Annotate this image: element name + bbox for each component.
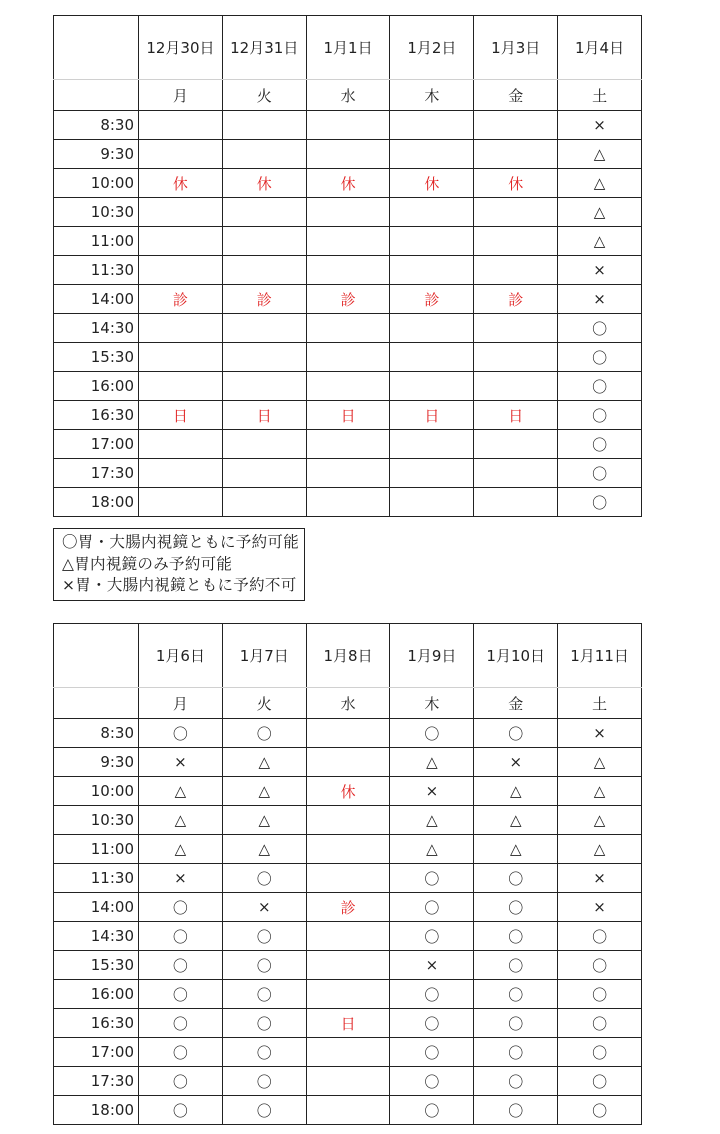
slot-cell: 〇 — [474, 864, 558, 893]
time-slot-row — [54, 227, 642, 256]
slot-cell: 〇 — [390, 922, 474, 951]
slot-cell — [139, 140, 223, 169]
time-slot-row — [54, 864, 642, 893]
slot-cell — [306, 835, 390, 864]
time-slot-row — [54, 1096, 642, 1125]
slot-cell: △ — [222, 835, 306, 864]
slot-cell — [306, 459, 390, 488]
time-label: 15:30 — [54, 951, 139, 980]
slot-cell: 診 — [390, 285, 474, 314]
slot-cell: △ — [558, 835, 642, 864]
time-slot-row — [54, 1067, 642, 1096]
slot-cell: × — [558, 256, 642, 285]
slot-cell: 〇 — [139, 1067, 223, 1096]
corner-cell — [54, 624, 139, 688]
slot-cell — [139, 227, 223, 256]
slot-cell: △ — [139, 835, 223, 864]
time-slot-row — [54, 806, 642, 835]
slot-cell — [306, 980, 390, 1009]
weekday-header: 火 — [222, 688, 306, 719]
weekday-header: 水 — [306, 688, 390, 719]
slot-cell: △ — [558, 227, 642, 256]
slot-cell — [390, 111, 474, 140]
date-header: 1月10日 — [474, 624, 558, 688]
slot-cell: 日 — [222, 401, 306, 430]
slot-cell — [474, 227, 558, 256]
slot-cell — [390, 488, 474, 517]
corner-cell — [54, 80, 139, 111]
slot-cell: 休 — [306, 169, 390, 198]
schedule-table-week1 — [53, 15, 642, 517]
slot-cell: 〇 — [222, 922, 306, 951]
time-label: 17:30 — [54, 1067, 139, 1096]
slot-cell: 〇 — [558, 1096, 642, 1125]
slot-cell: △ — [474, 806, 558, 835]
slot-cell: 〇 — [139, 1096, 223, 1125]
slot-cell: 〇 — [558, 401, 642, 430]
date-header: 1月11日 — [558, 624, 642, 688]
schedule-body — [54, 624, 642, 1125]
weekday-header: 月 — [139, 688, 223, 719]
time-slot-row — [54, 111, 642, 140]
slot-cell: 〇 — [390, 864, 474, 893]
slot-cell — [390, 430, 474, 459]
date-header: 1月1日 — [306, 16, 390, 80]
slot-cell: 〇 — [222, 719, 306, 748]
slot-cell: 〇 — [222, 1096, 306, 1125]
date-header: 1月8日 — [306, 624, 390, 688]
time-label: 9:30 — [54, 140, 139, 169]
slot-cell — [390, 459, 474, 488]
slot-cell: 〇 — [139, 922, 223, 951]
slot-cell: △ — [474, 835, 558, 864]
slot-cell: 〇 — [558, 430, 642, 459]
slot-cell: × — [558, 111, 642, 140]
time-label: 11:30 — [54, 864, 139, 893]
slot-cell: 〇 — [558, 980, 642, 1009]
weekday-header: 木 — [390, 688, 474, 719]
slot-cell — [222, 372, 306, 401]
slot-cell — [139, 256, 223, 285]
slot-cell: × — [474, 748, 558, 777]
slot-cell: 〇 — [558, 1067, 642, 1096]
slot-cell: 〇 — [139, 951, 223, 980]
slot-cell — [390, 227, 474, 256]
weekday-header: 土 — [558, 688, 642, 719]
slot-cell — [222, 227, 306, 256]
weekday-header: 水 — [306, 80, 390, 111]
slot-cell — [139, 111, 223, 140]
time-slot-row — [54, 488, 642, 517]
slot-cell: 日 — [306, 1009, 390, 1038]
time-slot-row — [54, 835, 642, 864]
slot-cell: 〇 — [558, 922, 642, 951]
time-label: 11:30 — [54, 256, 139, 285]
slot-cell: 〇 — [558, 459, 642, 488]
slot-cell: △ — [558, 198, 642, 227]
slot-cell — [139, 372, 223, 401]
legend-item-unavailable: ×胃・大腸内視鏡ともに予約不可 — [62, 576, 297, 594]
slot-cell — [306, 256, 390, 285]
slot-cell: 日 — [306, 401, 390, 430]
date-header-row — [54, 16, 642, 80]
slot-cell: 〇 — [222, 1009, 306, 1038]
slot-cell: △ — [390, 835, 474, 864]
time-label: 11:00 — [54, 227, 139, 256]
time-label: 14:00 — [54, 285, 139, 314]
slot-cell — [474, 256, 558, 285]
slot-cell — [474, 430, 558, 459]
slot-cell — [222, 430, 306, 459]
slot-cell: 〇 — [139, 719, 223, 748]
slot-cell: 日 — [390, 401, 474, 430]
slot-cell — [306, 140, 390, 169]
corner-cell — [54, 16, 139, 80]
slot-cell: 休 — [474, 169, 558, 198]
slot-cell — [306, 748, 390, 777]
slot-cell: 〇 — [390, 893, 474, 922]
time-slot-row — [54, 372, 642, 401]
time-label: 11:00 — [54, 835, 139, 864]
date-header: 12月31日 — [222, 16, 306, 80]
slot-cell — [222, 140, 306, 169]
slot-cell — [474, 314, 558, 343]
slot-cell: 診 — [306, 893, 390, 922]
slot-cell — [390, 140, 474, 169]
slot-cell: 〇 — [474, 922, 558, 951]
date-header: 12月30日 — [139, 16, 223, 80]
time-slot-row — [54, 169, 642, 198]
slot-cell: 休 — [306, 777, 390, 806]
slot-cell: △ — [139, 806, 223, 835]
slot-cell: 休 — [139, 169, 223, 198]
time-label: 8:30 — [54, 111, 139, 140]
slot-cell: △ — [222, 806, 306, 835]
weekday-header: 月 — [139, 80, 223, 111]
slot-cell: × — [139, 864, 223, 893]
legend-item-available: 〇胃・大腸内視鏡ともに予約可能 — [62, 533, 300, 551]
date-header: 1月7日 — [222, 624, 306, 688]
slot-cell — [306, 430, 390, 459]
time-slot-row — [54, 1009, 642, 1038]
slot-cell — [306, 111, 390, 140]
time-slot-row — [54, 256, 642, 285]
slot-cell: 〇 — [139, 1009, 223, 1038]
slot-cell: 〇 — [558, 314, 642, 343]
slot-cell — [474, 343, 558, 372]
slot-cell: △ — [139, 777, 223, 806]
weekday-header: 木 — [390, 80, 474, 111]
slot-cell: 休 — [390, 169, 474, 198]
slot-cell: △ — [390, 806, 474, 835]
time-slot-row — [54, 140, 642, 169]
slot-cell: △ — [558, 169, 642, 198]
slot-cell — [306, 922, 390, 951]
time-label: 16:00 — [54, 372, 139, 401]
slot-cell: 〇 — [474, 980, 558, 1009]
slot-cell — [390, 198, 474, 227]
slot-cell: 〇 — [139, 893, 223, 922]
time-label: 10:00 — [54, 169, 139, 198]
slot-cell — [139, 343, 223, 372]
slot-cell: 〇 — [390, 719, 474, 748]
time-label: 8:30 — [54, 719, 139, 748]
slot-cell: 〇 — [558, 488, 642, 517]
slot-cell — [390, 256, 474, 285]
slot-cell — [306, 198, 390, 227]
time-slot-row — [54, 777, 642, 806]
slot-cell: 〇 — [558, 1009, 642, 1038]
slot-cell: 〇 — [390, 1009, 474, 1038]
weekday-header: 金 — [474, 80, 558, 111]
time-slot-row — [54, 719, 642, 748]
slot-cell — [222, 111, 306, 140]
time-slot-row — [54, 401, 642, 430]
weekday-header: 火 — [222, 80, 306, 111]
slot-cell: 〇 — [139, 980, 223, 1009]
slot-cell: 日 — [474, 401, 558, 430]
time-slot-row — [54, 459, 642, 488]
slot-cell: △ — [558, 748, 642, 777]
weekday-header-row — [54, 80, 642, 111]
slot-cell — [139, 430, 223, 459]
time-label: 17:00 — [54, 1038, 139, 1067]
slot-cell — [306, 864, 390, 893]
slot-cell: 〇 — [474, 719, 558, 748]
slot-cell — [139, 198, 223, 227]
date-header: 1月4日 — [558, 16, 642, 80]
slot-cell — [306, 719, 390, 748]
slot-cell: 〇 — [390, 1096, 474, 1125]
slot-cell — [474, 140, 558, 169]
date-header: 1月9日 — [390, 624, 474, 688]
slot-cell — [306, 1038, 390, 1067]
time-slot-row — [54, 314, 642, 343]
slot-cell: 診 — [474, 285, 558, 314]
time-slot-row — [54, 922, 642, 951]
weekday-header: 土 — [558, 80, 642, 111]
slot-cell: 〇 — [139, 1038, 223, 1067]
time-slot-row — [54, 1038, 642, 1067]
slot-cell: 〇 — [222, 951, 306, 980]
date-header-row — [54, 624, 642, 688]
slot-cell: 〇 — [222, 864, 306, 893]
slot-cell — [222, 314, 306, 343]
time-slot-row — [54, 430, 642, 459]
slot-cell: × — [390, 777, 474, 806]
slot-cell — [139, 459, 223, 488]
time-label: 14:00 — [54, 893, 139, 922]
weekday-header-row — [54, 688, 642, 719]
time-label: 18:00 — [54, 1096, 139, 1125]
date-header: 1月3日 — [474, 16, 558, 80]
slot-cell — [474, 372, 558, 401]
time-label: 16:30 — [54, 1009, 139, 1038]
slot-cell: × — [558, 893, 642, 922]
slot-cell: 〇 — [222, 1038, 306, 1067]
time-slot-row — [54, 748, 642, 777]
slot-cell: × — [390, 951, 474, 980]
slot-cell: 〇 — [474, 1009, 558, 1038]
slot-cell — [139, 488, 223, 517]
slot-cell — [390, 314, 474, 343]
slot-cell: 〇 — [390, 1038, 474, 1067]
slot-cell — [222, 256, 306, 285]
slot-cell: × — [222, 893, 306, 922]
slot-cell — [474, 488, 558, 517]
time-label: 10:30 — [54, 198, 139, 227]
slot-cell: 診 — [222, 285, 306, 314]
schedule-table-week2 — [53, 623, 642, 1125]
slot-cell: 〇 — [558, 372, 642, 401]
slot-cell — [222, 198, 306, 227]
slot-cell — [222, 488, 306, 517]
time-label: 16:30 — [54, 401, 139, 430]
date-header: 1月6日 — [139, 624, 223, 688]
slot-cell: 〇 — [474, 951, 558, 980]
slot-cell: △ — [222, 777, 306, 806]
slot-cell: 〇 — [474, 893, 558, 922]
slot-cell — [222, 459, 306, 488]
time-label: 16:00 — [54, 980, 139, 1009]
slot-cell — [306, 314, 390, 343]
time-label: 15:30 — [54, 343, 139, 372]
slot-cell — [306, 1096, 390, 1125]
slot-cell — [306, 372, 390, 401]
slot-cell: △ — [558, 140, 642, 169]
time-slot-row — [54, 198, 642, 227]
slot-cell — [390, 372, 474, 401]
time-label: 14:30 — [54, 314, 139, 343]
time-slot-row — [54, 343, 642, 372]
slot-cell: △ — [222, 748, 306, 777]
slot-cell: 診 — [306, 285, 390, 314]
slot-cell: 〇 — [390, 980, 474, 1009]
slot-cell: 日 — [139, 401, 223, 430]
slot-cell: △ — [558, 777, 642, 806]
slot-cell: 〇 — [474, 1096, 558, 1125]
slot-cell: × — [558, 285, 642, 314]
slot-cell — [390, 343, 474, 372]
slot-cell: × — [558, 864, 642, 893]
slot-cell — [474, 459, 558, 488]
slot-cell: △ — [558, 806, 642, 835]
slot-cell — [306, 343, 390, 372]
time-label: 17:00 — [54, 430, 139, 459]
slot-cell — [306, 1067, 390, 1096]
time-label: 10:30 — [54, 806, 139, 835]
slot-cell: 〇 — [558, 951, 642, 980]
slot-cell: 〇 — [474, 1067, 558, 1096]
legend-item-gastro-only: △胃内視鏡のみ予約可能 — [62, 554, 233, 573]
date-header: 1月2日 — [390, 16, 474, 80]
time-label: 18:00 — [54, 488, 139, 517]
slot-cell — [222, 343, 306, 372]
time-label: 10:00 — [54, 777, 139, 806]
slot-cell — [474, 111, 558, 140]
slot-cell: 休 — [222, 169, 306, 198]
slot-cell: △ — [474, 777, 558, 806]
slot-cell: × — [139, 748, 223, 777]
slot-cell: × — [558, 719, 642, 748]
slot-cell: 〇 — [474, 1038, 558, 1067]
slot-cell — [306, 951, 390, 980]
slot-cell: 〇 — [222, 1067, 306, 1096]
slot-cell: 診 — [139, 285, 223, 314]
time-slot-row — [54, 980, 642, 1009]
slot-cell — [306, 227, 390, 256]
slot-cell: △ — [390, 748, 474, 777]
slot-cell: 〇 — [222, 980, 306, 1009]
time-slot-row — [54, 285, 642, 314]
time-label: 9:30 — [54, 748, 139, 777]
slot-cell — [306, 488, 390, 517]
time-label: 14:30 — [54, 922, 139, 951]
slot-cell — [306, 806, 390, 835]
schedule-body — [54, 16, 642, 517]
time-slot-row — [54, 893, 642, 922]
slot-cell: 〇 — [558, 343, 642, 372]
slot-cell: 〇 — [558, 1038, 642, 1067]
time-slot-row — [54, 951, 642, 980]
slot-cell: 〇 — [390, 1067, 474, 1096]
slot-cell — [139, 314, 223, 343]
time-label: 17:30 — [54, 459, 139, 488]
slot-cell — [474, 198, 558, 227]
weekday-header: 金 — [474, 688, 558, 719]
legend — [53, 528, 305, 601]
corner-cell — [54, 688, 139, 719]
